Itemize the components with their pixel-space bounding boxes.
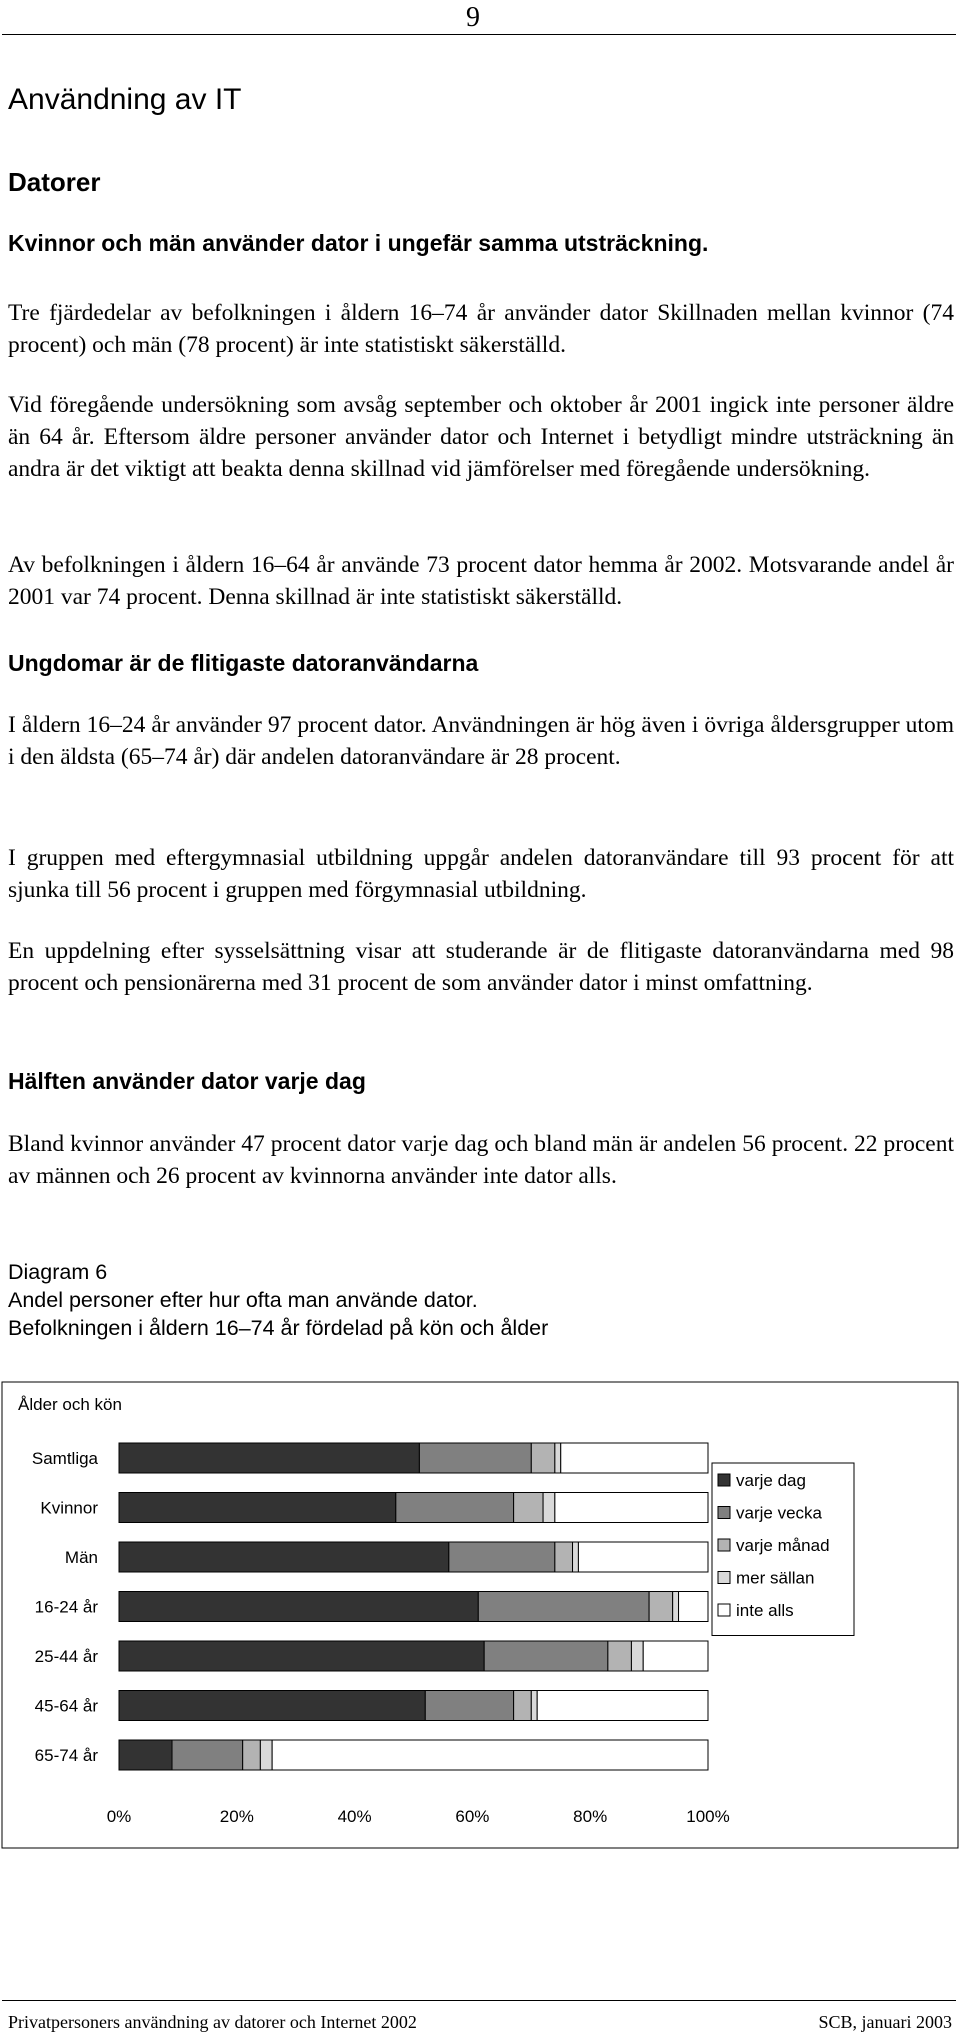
bar-segment <box>643 1641 708 1671</box>
bar-segment <box>673 1592 679 1622</box>
legend-label: mer sällan <box>736 1568 815 1588</box>
paragraph-1: Tre fjärdedelar av befolkningen i åldern 16–74 år använder dator Skillnaden mellan kvinnor (74 procent) och män (78 procent) är inte statistiskt säkerställd. <box>8 300 954 358</box>
category-label: 45-64 år <box>34 1696 98 1716</box>
x-tick-label: 0% <box>106 1807 132 1826</box>
category-label: Kvinnor <box>40 1498 98 1518</box>
bar-segment <box>119 1740 172 1770</box>
bar-segment <box>396 1493 514 1523</box>
paragraph-5: I gruppen med eftergymnasial utbildning uppgår andelen datoranvändare till 93 procent för att sjunka till 56 procent i gruppen med förgymnasial utbildning. <box>8 845 954 903</box>
x-tick-label: 40% <box>337 1807 372 1826</box>
bar-segment <box>578 1542 708 1572</box>
bar-segment <box>561 1443 708 1473</box>
x-tick-label: 20% <box>219 1807 254 1826</box>
bar-segment <box>119 1542 449 1572</box>
bar-segment <box>260 1740 272 1770</box>
bar-segment <box>119 1493 396 1523</box>
heading-block2: Ungdomar är de flitigaste datoranvändarna <box>8 650 479 676</box>
bar-segment <box>119 1641 484 1671</box>
header-rule <box>2 34 956 35</box>
y-axis-label: Ålder och kön <box>18 1395 122 1414</box>
section-subtitle: Datorer <box>8 167 101 197</box>
bar-segment <box>119 1592 478 1622</box>
figure-caption-subtitle: Befolkningen i åldern 16–74 år fördelad på kön och ålder <box>8 1316 549 1340</box>
bar-segment <box>531 1691 537 1721</box>
bar-segment <box>631 1641 643 1671</box>
legend-swatch <box>718 1539 730 1551</box>
chart-svg <box>0 1380 960 1850</box>
x-tick-label: 60% <box>455 1807 490 1826</box>
bar-segment <box>555 1443 561 1473</box>
legend-swatch <box>718 1604 730 1616</box>
bar-segment <box>272 1740 708 1770</box>
bar-segment <box>555 1542 573 1572</box>
bar-segment <box>555 1493 708 1523</box>
x-tick-label: 80% <box>573 1807 608 1826</box>
bar-segment <box>679 1592 708 1622</box>
category-label: 65-74 år <box>34 1746 98 1765</box>
heading-block3: Hälften använder dator varje dag <box>8 1068 366 1094</box>
bar-segment <box>119 1443 419 1473</box>
bar-segment <box>514 1493 543 1523</box>
legend-swatch <box>718 1572 730 1584</box>
bar-segment <box>531 1443 555 1473</box>
bar-segment <box>649 1592 673 1622</box>
figure-caption-label: Diagram 6 <box>8 1260 108 1284</box>
figure-caption-title: Andel personer efter hur ofta man använde dator. <box>8 1288 478 1312</box>
category-label: Samtliga <box>31 1449 98 1468</box>
paragraph-6: En uppdelning efter sysselsättning visar att studerande är de flitigaste datoranvändarna med 98 procent och pensionärerna med 31 procent de som använder dator i minst omfattning. <box>8 938 954 996</box>
bar-segment <box>119 1691 425 1721</box>
category-label: 25-44 år <box>34 1647 98 1666</box>
paragraph-4: I åldern 16–24 år använder 97 procent dator. Användningen är hög även i övriga åldersgrupper utom i den äldsta (65–74 år) där andelen datoranvändare är 28 procent. <box>8 712 954 770</box>
bar-segment <box>419 1443 531 1473</box>
footer-publisher: SCB, januari 2003 <box>818 2012 952 2032</box>
bar-segment <box>425 1691 513 1721</box>
paragraph-3: Av befolkningen i åldern 16–64 år använde 73 procent dator hemma år 2002. Motsvarande andel år 2001 var 74 procent. Denna skillnad är inte statistiskt säkerställd. <box>8 552 954 610</box>
bar-segment <box>514 1691 532 1721</box>
x-tick-label: 100% <box>686 1807 730 1826</box>
stacked-bar-chart <box>0 1380 960 1850</box>
category-label: Män <box>64 1548 98 1567</box>
bar-segment <box>608 1641 632 1671</box>
bar-segment <box>243 1740 261 1770</box>
paragraph-2: Vid föregående undersökning som avsåg september och oktober år 2001 ingick inte personer äldre än 64 år. Eftersom äldre personer använder dator och Internet i betydligt mindre utsträckning än andra är det viktigt att beakta denna skillnad vid jämförelser med föregående undersökning. <box>8 392 954 482</box>
legend-label: varje dag <box>736 1471 806 1490</box>
legend-swatch <box>718 1507 730 1519</box>
bar-segment <box>172 1740 243 1770</box>
category-label: 16-24 år <box>34 1597 98 1617</box>
paragraph-7: Bland kvinnor använder 47 procent dator varje dag och bland män är andelen 56 procent. 22 procent av männen och 26 procent av kvinnorna använder inte dator alls. <box>8 1131 954 1189</box>
page-number: 9 <box>466 2 480 33</box>
legend-label: varje vecka <box>736 1503 822 1523</box>
legend-label: varje månad <box>736 1536 830 1555</box>
footer-publication: Privatpersoners användning av datorer och Internet 2002 <box>8 2012 417 2032</box>
bar-segment <box>573 1542 579 1572</box>
bar-segment <box>537 1691 708 1721</box>
section-title: Användning av IT <box>8 83 242 116</box>
bar-segment <box>478 1592 649 1622</box>
bar-segment <box>484 1641 608 1671</box>
heading-block1: Kvinnor och män använder dator i ungefär samma utsträckning. <box>8 230 709 256</box>
legend-swatch <box>718 1474 730 1486</box>
footer-rule <box>2 2000 956 2001</box>
bar-segment <box>543 1493 555 1523</box>
legend-label: inte alls <box>736 1601 794 1620</box>
bar-segment <box>449 1542 555 1572</box>
